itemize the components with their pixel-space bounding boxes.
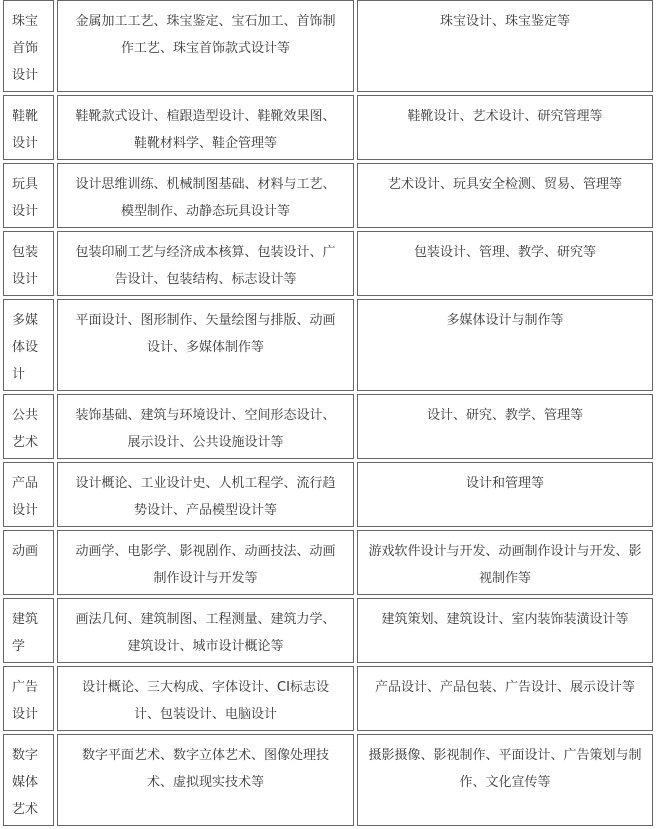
course-cell: 包装印刷工艺与经济成本核算、包装设计、广告设计、包装结构、标志设计等 — [57, 231, 354, 296]
table-row — [3, 394, 653, 459]
table-row — [3, 666, 653, 731]
career-cell: 游戏软件设计与开发、动画制作设计与开发、影视制作等 — [357, 530, 653, 595]
major-cell: 产品设计 — [3, 462, 54, 527]
career-cell: 多媒体设计与制作等 — [357, 299, 653, 391]
major-cell: 包装设计 — [3, 231, 54, 296]
course-cell: 装饰基础、建筑与环境设计、空间形态设计、展示设计、公共设施设计等 — [57, 394, 354, 459]
course-cell: 设计概论、三大构成、字体设计、CI标志设计、包装设计、电脑设计 — [57, 666, 354, 731]
table-row — [3, 299, 653, 391]
course-cell: 设计思维训练、机械制图基础、材料与工艺、模型制作、动静态玩具设计等 — [57, 163, 354, 228]
table-row — [3, 95, 653, 160]
table-row — [3, 462, 653, 527]
course-cell: 画法几何、建筑制图、工程测量、建筑力学、建筑设计、城市设计概论等 — [57, 598, 354, 663]
major-cell: 鞋靴设计 — [3, 95, 54, 160]
major-cell: 多媒体设计 — [3, 299, 54, 391]
career-cell: 鞋靴设计、艺术设计、研究管理等 — [357, 95, 653, 160]
career-cell: 设计和管理等 — [357, 462, 653, 527]
course-cell: 动画学、电影学、影视剧作、动画技法、动画制作设计与开发等 — [57, 530, 354, 595]
table-row — [3, 231, 653, 296]
major-cell: 建筑学 — [3, 598, 54, 663]
career-cell: 摄影摄像、影视制作、平面设计、广告策划与制作、文化宣传等 — [357, 734, 653, 826]
course-cell: 鞋靴款式设计、楦跟造型设计、鞋靴效果图、鞋靴材料学、鞋企管理等 — [57, 95, 354, 160]
major-cell: 数字媒体艺术 — [3, 734, 54, 826]
table-row — [3, 598, 653, 663]
career-cell: 包装设计、管理、教学、研究等 — [357, 231, 653, 296]
course-cell: 设计概论、工业设计史、人机工程学、流行趋势设计、产品模型设计等 — [57, 462, 354, 527]
course-cell: 数字平面艺术、数字立体艺术、图像处理技术、虚拟现实技术等 — [57, 734, 354, 826]
career-cell: 建筑策划、建筑设计、室内装饰装潢设计等 — [357, 598, 653, 663]
course-cell: 平面设计、图形制作、矢量绘图与排版、动画设计、多媒体制作等 — [57, 299, 354, 391]
table-row — [3, 530, 653, 595]
career-cell: 艺术设计、玩具安全检测、贸易、管理等 — [357, 163, 653, 228]
career-cell: 产品设计、产品包装、广告设计、展示设计等 — [357, 666, 653, 731]
major-cell: 公共艺术 — [3, 394, 54, 459]
majors-table-body — [3, 0, 653, 826]
career-cell: 设计、研究、教学、管理等 — [357, 394, 653, 459]
major-cell: 动画 — [3, 530, 54, 595]
table-row — [3, 0, 653, 92]
table-row — [3, 734, 653, 826]
major-cell: 珠宝首饰设计 — [3, 0, 54, 92]
career-cell: 珠宝设计、珠宝鉴定等 — [357, 0, 653, 92]
table-row — [3, 163, 653, 228]
major-cell: 广告设计 — [3, 666, 54, 731]
major-cell: 玩具设计 — [3, 163, 54, 228]
course-cell: 金属加工工艺、珠宝鉴定、宝石加工、首饰制作工艺、珠宝首饰款式设计等 — [57, 0, 354, 92]
